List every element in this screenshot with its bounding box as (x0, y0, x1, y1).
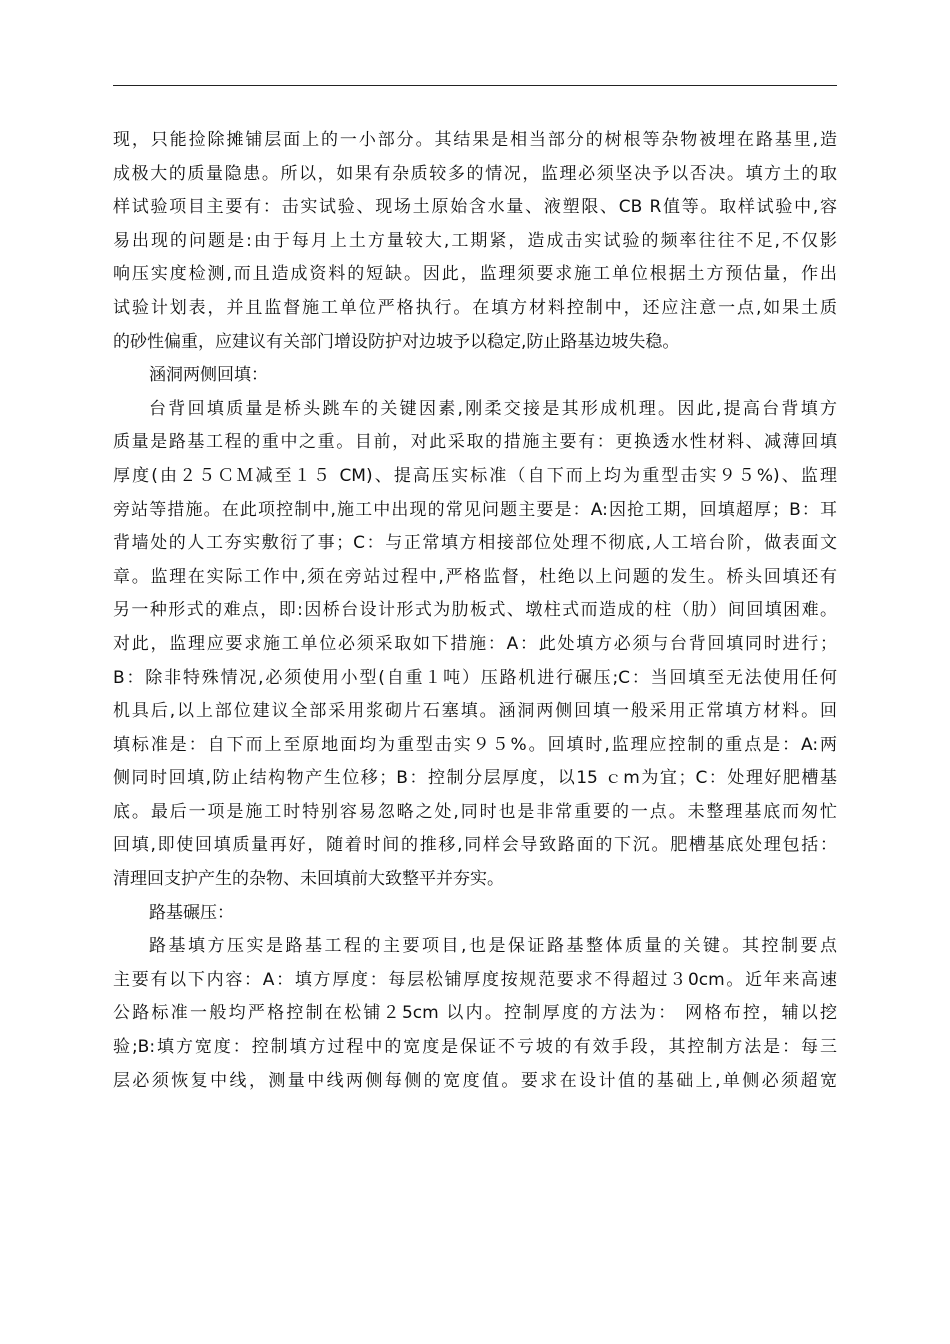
text-line: 台背回填质量是桥头跳车的关键因素,刚柔交接是其形成机理。因此,提高台背填方 (149, 398, 837, 419)
text-line: 成极大的质量隐患。所以，如果有杂质较多的情况，监理必须坚决予以否决。填方土的取 (113, 163, 837, 184)
text-line: B：除非特殊情况,必须使用小型(自重１吨）压路机进行碾压;C：当回填至无法使用任何 (113, 667, 837, 688)
text-line: 试验计划表，并且监督施工单位严格执行。在填方材料控制中，还应注意一点,如果土质 (113, 297, 837, 318)
section-heading-culvert-backfill: 涵洞两侧回填： (149, 365, 268, 386)
text-line: 回填,即使回填质量再好，随着时间的推移,同样会导致路面的下沉。肥槽基底处理包括： (113, 835, 837, 856)
text-line: 另一种形式的难点，即:因桥台设计形式为肋板式、墩柱式而造成的柱（肋）间回填困难。 (113, 600, 837, 621)
header-rule (113, 85, 837, 86)
text-line: 公路标准一般均严格控制在松铺２5cm 以内。控制厚度的方法为： 网格布控，辅以挖 (113, 1003, 837, 1024)
text-line: 机具后,以上部位建议全部采用浆砌片石塞填。涵洞两侧回填一般采用正常填方材料。回 (113, 701, 837, 722)
text-line: 层必须恢复中线，测量中线两侧每侧的宽度值。要求在设计值的基础上,单侧必须超宽 (113, 1070, 837, 1091)
text-line: 背墙处的人工夯实敷衍了事；C：与正常填方相接部位处理不彻底,人工培台阶，做表面文 (113, 533, 837, 554)
text-line: 易出现的问题是:由于每月上土方量较大,工期紧，造成击实试验的频率往往不足,不仅影 (113, 230, 837, 251)
text-line: 的砂性偏重，应建议有关部门增设防护对边坡予以稳定,防止路基边坡失稳。 (113, 331, 680, 352)
text-line: 响压实度检测,而且造成资料的短缺。因此，监理须要求施工单位根据土方预估量，作出 (113, 264, 837, 285)
text-line: 主要有以下内容：A：填方厚度：每层松铺厚度按规范要求不得超过３0cm。近年来高速 (113, 969, 837, 990)
text-line: 旁站等措施。在此项控制中,施工中出现的常见问题主要是：A:因抢工期，回填超厚；B：耳 (113, 499, 837, 520)
text-line: 验;B:填方宽度：控制填方过程中的宽度是保证不亏坡的有效手段，其控制方法是：每三 (113, 1037, 837, 1058)
section-heading-subgrade-compaction: 路基碾压： (149, 902, 234, 923)
text-line: 对此，监理应要求施工单位必须采取如下措施：A：此处填方必须与台背回填同时进行； (113, 633, 837, 654)
text-line: 样试验项目主要有：击实试验、现场土原始含水量、液塑限、CB R值等。取样试验中,容 (113, 197, 837, 218)
text-line: 厚度(由２５ＣＭ减至１５ CM)、提高压实标准（自下而上均为重型击实９５%)、监理 (113, 465, 837, 486)
text-line: 底。最后一项是施工时特别容易忽略之处,同时也是非常重要的一点。未整理基底而匆忙 (113, 801, 837, 822)
document-body (113, 124, 837, 1098)
text-line: 填标准是：自下而上至原地面均为重型击实９５%。回填时,监理应控制的重点是：A:两 (113, 734, 837, 755)
text-line: 清理回支护产生的杂物、未回填前大致整平并夯实。 (113, 869, 504, 890)
text-line: 章。监理在实际工作中,须在旁站过程中,严格监督，杜绝以上问题的发生。桥头回填还有 (113, 566, 837, 587)
text-line: 质量是路基工程的重中之重。目前，对此采取的措施主要有：更换透水性材料、减薄回填 (113, 432, 837, 453)
text-line: 现，只能捡除摊铺层面上的一小部分。其结果是相当部分的树根等杂物被埋在路基里,造 (113, 130, 837, 150)
text-line: 侧同时回填,防止结构物产生位移；B：控制分层厚度，以15 ｃm为宜；C：处理好肥槽基 (113, 768, 837, 789)
text-line: 路基填方压实是路基工程的主要项目,也是保证路基整体质量的关键。其控制要点 (149, 936, 837, 957)
